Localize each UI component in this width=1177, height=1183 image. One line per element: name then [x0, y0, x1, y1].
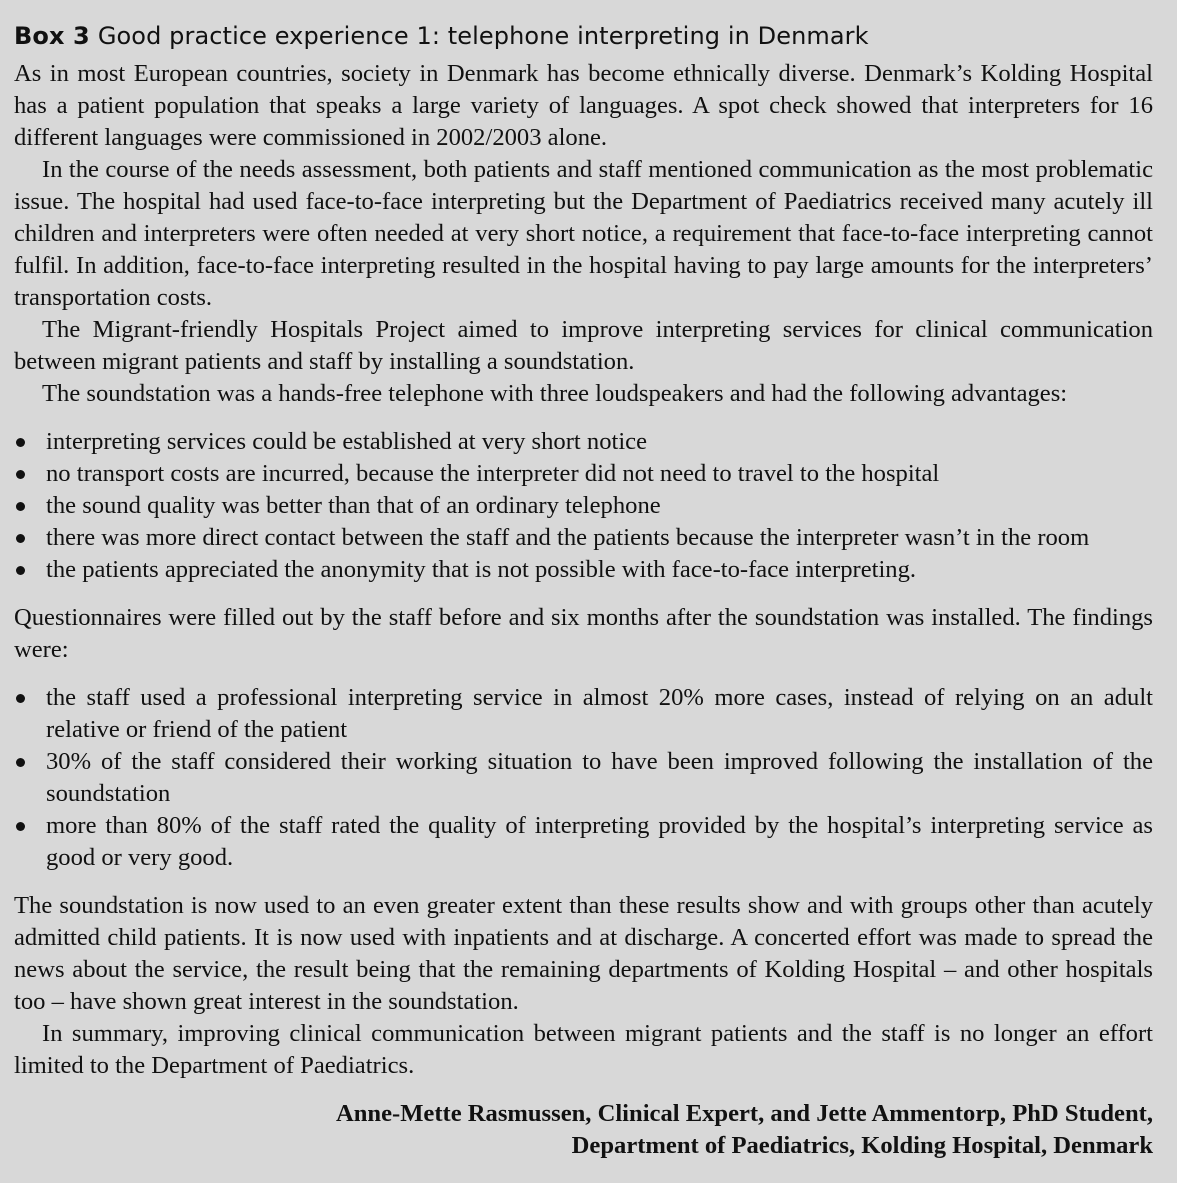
- paragraph-outro-1: The soundstation is now used to an even greater extent than these results show and with groups other than acutely admitted child patients. It is now used with inpatients and at discharge. A concerted effort was made to spread the news about the service, the result being that the remaining departments of Kolding Hospital – and other hospitals too – have shown great interest in the soundstation.: [14, 892, 1153, 1015]
- findings-intro: Questionnaires were filled out by the staff before and six months after the soundstation was installed. The findings were:: [14, 604, 1153, 663]
- list-item: [14, 458, 1153, 490]
- paragraph-intro-1: As in most European countries, society in Denmark has become ethnically diverse. Denmark’s Kolding Hospital has a patient population that speaks a large variety of languages. A spot check showed that interpreters for 16 different languages were commissioned in 2002/2003 alone.: [14, 60, 1153, 151]
- list-item-text: no transport costs are incurred, because the interpreter did not need to travel to the hospital: [46, 460, 940, 487]
- bullet-icon: [16, 438, 25, 447]
- list-item: [14, 522, 1153, 554]
- list-item-text: 30% of the staff considered their working situation to have been improved following the installation of the soundstation: [46, 748, 1153, 807]
- advantages-list: [14, 426, 1153, 586]
- bullet-icon: [16, 470, 25, 479]
- list-item-text: there was more direct contact between the staff and the patients because the interpreter wasn’t in the room: [46, 524, 1090, 551]
- paragraph-intro-3: The Migrant-friendly Hospitals Project aimed to improve interpreting services for clinical communication between migrant patients and staff by installing a soundstation.: [14, 316, 1153, 375]
- list-item: [14, 426, 1153, 458]
- box-title-text: Good practice experience 1: telephone interpreting in Denmark: [97, 22, 869, 50]
- box-title: [14, 20, 1153, 52]
- list-item: [14, 554, 1153, 586]
- bullet-icon: [16, 694, 25, 703]
- author-signature: [14, 1098, 1153, 1162]
- paragraph-outro-2: In summary, improving clinical communication between migrant patients and the staff is no longer an effort limited to the Department of Paediatrics.: [14, 1020, 1153, 1079]
- list-item-text: interpreting services could be established at very short notice: [46, 428, 647, 455]
- box-label: Box 3: [14, 22, 90, 50]
- signature-line-1: Anne-Mette Rasmussen, Clinical Expert, and Jette Ammentorp, PhD Student,: [335, 1100, 1153, 1127]
- list-item-text: the staff used a professional interpreting service in almost 20% more cases, instead of relying on an adult relative or friend of the patient: [46, 684, 1153, 743]
- bullet-icon: [16, 822, 25, 831]
- paragraph-intro-2: In the course of the needs assessment, both patients and staff mentioned communication as the most problematic issue. The hospital had used face-to-face interpreting but the Department of Paediatrics received many acutely ill children and interpreters were often needed at very short notice, a requirement that face-to-face interpreting cannot fulfil. In addition, face-to-face interpreting resulted in the hospital having to pay large amounts for the interpreters’ transportation costs.: [14, 156, 1153, 311]
- bullet-icon: [16, 534, 25, 543]
- bullet-icon: [16, 566, 25, 575]
- bullet-icon: [16, 502, 25, 511]
- list-item: [14, 810, 1153, 874]
- list-item-text: the sound quality was better than that of an ordinary telephone: [46, 492, 661, 519]
- list-item: [14, 490, 1153, 522]
- list-item: [14, 746, 1153, 810]
- bullet-icon: [16, 758, 25, 767]
- paragraph-intro-4: The soundstation was a hands-free telephone with three loudspeakers and had the following advantages:: [42, 380, 1068, 407]
- signature-line-2: Department of Paediatrics, Kolding Hospital, Denmark: [571, 1132, 1153, 1159]
- list-item-text: the patients appreciated the anonymity that is not possible with face-to-face interpreting.: [46, 556, 917, 583]
- box-body: [14, 58, 1153, 1082]
- list-item-text: more than 80% of the staff rated the quality of interpreting provided by the hospital’s interpreting service as good or very good.: [46, 812, 1153, 871]
- findings-list: [14, 682, 1153, 874]
- list-item: [14, 682, 1153, 746]
